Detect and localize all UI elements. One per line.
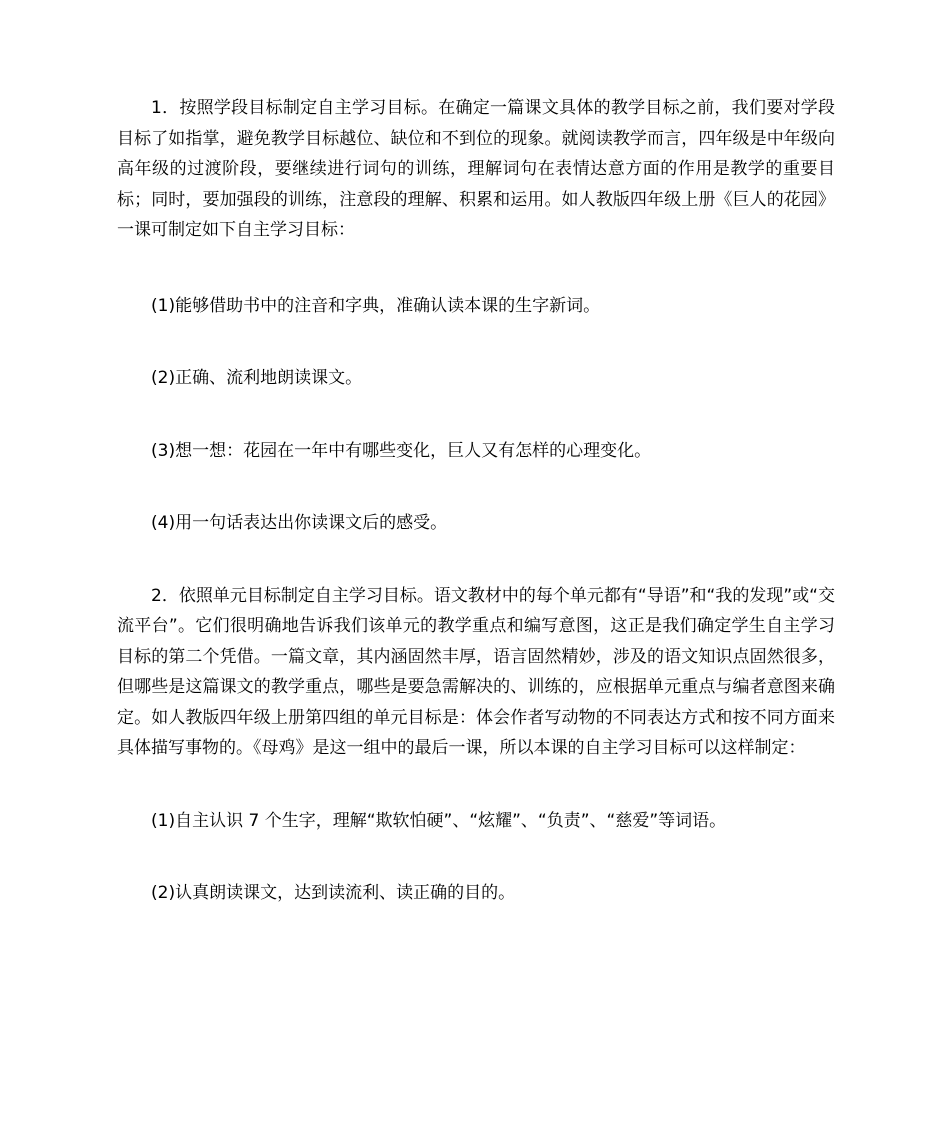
list-item: (1)自主认识 7 个生字，理解“欺软怕硬”、“炫耀”、“负责”、“慈爱”等词语。	[151, 810, 727, 831]
paragraph-1: 1．按照学段目标制定自主学习目标。在确定一篇课文具体的教学目标之前，我们要对学段目标了如指掌，避免教学目标越位、缺位和不到位的现象。就阅读教学而言，四年级是中年级向高年级的过渡阶段，要继续进行词句的训练，理解词句在表情达意方面的作用是教学的重要目标；同时，要加强段的训练，注意段的理解、积累和运用。如人教版四年级上册《巨人的花园》一课可制定如下自主学习目标：	[117, 98, 835, 240]
list-item: (2)认真朗读课文，达到读流利、读正确的目的。	[151, 883, 516, 903]
list-item: (3)想一想：花园在一年中有哪些变化，巨人又有怎样的心理变化。	[151, 440, 652, 461]
list-item: (4)用一句话表达出你读课文后的感受。	[151, 513, 448, 533]
document-body	[117, 93, 835, 909]
paragraph-2: 2．依照单元目标制定自主学习目标。语文教材中的每个单元都有“导语”和“我的发现”或“交流平台”。它们很明确地告诉我们该单元的教学重点和编写意图，这正是我们确定学生自主学习目标的第二个凭借。一篇文章，其内涵固然丰厚，语言固然精妙，涉及的语文知识点固然很多，但哪些是这篇课文的教学重点，哪些是要急需解决的、训练的，应根据单元重点与编者意图来确定。如人教版四年级上册第四组的单元目标是：体会作者写动物的不同表达方式和按不同方面来具体描写事物的。《母鸡》是这一组中的最后一课，所以本课的自主学习目标可以这样制定：	[117, 585, 835, 758]
list	[117, 806, 835, 909]
list-item: (2)正确、流利地朗读课文。	[151, 368, 363, 388]
list-item: (1)能够借助书中的注音和字典，准确认读本课的生字新词。	[151, 295, 601, 316]
